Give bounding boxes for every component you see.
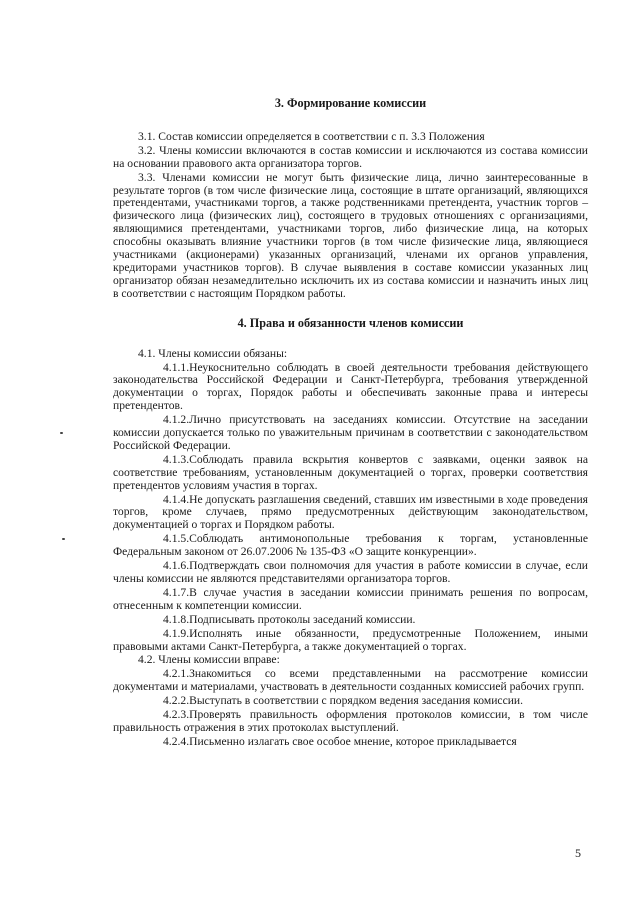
paragraph-4-2: 4.2. Члены комиссии вправе: xyxy=(138,653,280,667)
paragraph-3-1: 3.1. Состав комиссии определяется в соответствии с п. 3.3 Положения xyxy=(138,129,485,143)
list-item xyxy=(113,736,588,749)
list-item xyxy=(113,362,588,414)
item-text: Подтверждать свои полномочия для участия в работе комиссии в случае, если члены комиссии не являются представителями организатора торгов. xyxy=(113,559,588,585)
list-item xyxy=(113,494,588,533)
paragraph-3-3: 3.3. Членами комиссии не могут быть физические лица, лично заинтересованные в результате торгов (в том числе физические лица, состоящие в штате организаций, являющихся претендентами, участниками торгов, а также родственниками претендента, участник торгов – физического лица (физических лиц), состоящего в трудовых отношениях с организациями, являющимися претендентами, участниками торгов, либо физические лица, на которых способны оказывать влияние участники торгов (в том числе физические лица, являющиеся участниками (акционерами) указанных организаций, членами их органов управления, кредиторами участников торгов). В случае выявления в составе комиссии указанных лиц организатор обязан незамедлительно исключить их из состава комиссии и назначить иных лиц в соответствии с настоящим Порядком работы. xyxy=(113,170,588,300)
list-item xyxy=(113,560,588,586)
list-item xyxy=(113,414,588,453)
item-text: Лично присутствовать на заседаниях комиссии. Отсутствие на заседании комиссии допускается только по уважительным причинам в соответствии с законодательством Российской Федерации. xyxy=(113,413,588,452)
paragraph-4-1: 4.1. Члены комиссии обязаны: xyxy=(138,346,288,360)
scan-speck xyxy=(62,538,65,540)
item-number: 4.2.4. xyxy=(163,734,190,748)
item-number: 4.1.7. xyxy=(163,585,190,599)
item-text: Проверять правильность оформления протоколов комиссии, в том числе правильность отражения в этих протоколах выступлений. xyxy=(113,708,588,734)
item-text: Не допускать разглашения сведений, ставших им известными в ходе проведения торгов, кроме случаев, прямо предусмотренных действующим законодательством, документацией о торгах и Порядком работы. xyxy=(113,492,588,532)
list-item xyxy=(113,668,588,694)
item-text: Выступать в соответствии с порядком ведения заседания комиссии. xyxy=(189,694,524,708)
section-4-heading: 4. Права и обязанности членов комиссии xyxy=(237,315,464,330)
list-item xyxy=(113,587,588,613)
list-item xyxy=(113,628,588,654)
list-item xyxy=(113,533,588,559)
item-text: Неукоснительно соблюдать в своей деятельности требования действующего законодательства Российской Федерации и Санкт-Петербурга, требования утвержденной документации о торгах, Порядок работы и обеспечивать законные права и интересы претендентов. xyxy=(113,360,588,413)
item-number: 4.1.3. xyxy=(163,452,190,466)
item-text: Подписывать протоколы заседаний комиссии. xyxy=(189,612,416,626)
scan-speck xyxy=(60,432,63,434)
item-number: 4.1.5. xyxy=(163,532,190,546)
item-number: 4.1.9. xyxy=(163,626,190,640)
item-number: 4.1.1. xyxy=(163,360,190,374)
item-number: 4.2.1. xyxy=(163,667,190,681)
item-text: В случае участия в заседании комиссии принимать решения по вопросам, отнесенным к компетенции комиссии. xyxy=(113,585,588,612)
item-number: 4.1.4. xyxy=(163,492,190,506)
list-item xyxy=(113,454,588,493)
item-text: Знакомиться со всеми представленными на рассмотрение комиссии документами и материалами, участвовать в деятельности созданных комиссией рабочих групп. xyxy=(113,667,588,694)
item-number: 4.1.6. xyxy=(163,559,190,573)
item-number: 4.1.2. xyxy=(163,413,190,427)
item-text: Письменно излагать свое особое мнение, которое прикладывается xyxy=(189,734,517,748)
section-3-heading: 3. Формирование комиссии xyxy=(274,96,427,110)
document-body xyxy=(113,97,588,750)
item-text: Исполнять иные обязанности, предусмотренные Положением, иными правовыми актами Санкт-Петербурга, а также документацией о торгах. xyxy=(113,626,588,653)
list-item xyxy=(113,614,588,627)
list-item xyxy=(113,695,588,708)
item-number: 4.1.8. xyxy=(163,612,190,626)
item-text: Соблюдать правила вскрытия конвертов с заявками, оценки заявок на соответствие требованиям, установленным документацией о торгах, проверки соответствия претендентов условиям участия в торгах. xyxy=(113,452,588,492)
item-number: 4.2.2. xyxy=(163,694,190,708)
list-item xyxy=(113,709,588,735)
page-number: 5 xyxy=(575,846,581,860)
item-number: 4.2.3. xyxy=(163,708,190,722)
item-text: Соблюдать антимонопольные требования к торгам, установленные Федеральным законом от 26.07.2006 № 135-ФЗ «О защите конкуренции». xyxy=(113,532,588,559)
paragraph-3-2: 3.2. Члены комиссии включаются в состав комиссии и исключаются из состава комиссии на основании правового акта организатора торгов. xyxy=(113,143,588,170)
